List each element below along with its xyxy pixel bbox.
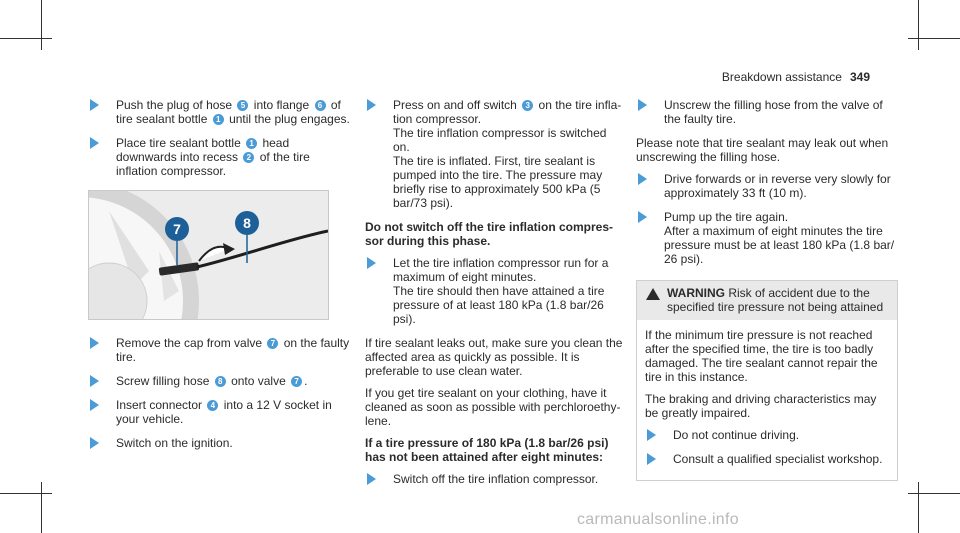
paragraph: The braking and driving characteristics may be greatly impaired. [645, 392, 877, 420]
instruction-step [645, 428, 889, 442]
crop-mark [0, 493, 52, 494]
tire-valve-drawing [89, 191, 328, 319]
step-arrow-icon [90, 437, 99, 449]
step-text: Let the tire inflation compressor run for a maximum of eight minutes. [393, 256, 609, 284]
step-text: Press on and off switch [393, 98, 517, 112]
step-arrow-icon [90, 137, 99, 149]
step-arrow-icon [367, 257, 376, 269]
step-text: into flange [253, 98, 310, 112]
column-2 [365, 98, 623, 496]
instruction-step [88, 336, 350, 364]
callout-number: 7 [267, 338, 278, 349]
step-text: Unscrew the filling hose from the valve of the faulty tire. [664, 98, 883, 126]
warning-title: WARNING [667, 286, 725, 300]
step-arrow-icon [90, 375, 99, 387]
step-arrow-icon [638, 173, 647, 185]
step-text: Switch off the tire inflation compressor. [393, 472, 599, 486]
warning-box [636, 280, 898, 481]
instruction-step [636, 172, 898, 200]
tire-valve-illustration [88, 190, 329, 320]
step-text: Place tire sealant bottle [116, 136, 241, 150]
warning-header [637, 281, 897, 320]
callout-number: 7 [291, 376, 302, 387]
paragraph: If tire sealant leaks out, make sure you clean the affected area as quickly as possible. It is preferable to use clean water. [365, 336, 623, 378]
step-text: of the tire inflation compressor. [116, 150, 310, 178]
section-title: Breakdown assistance [721, 70, 842, 84]
instruction-step [645, 452, 889, 466]
step-text: After a maximum of eight minutes the tire pressure must be at least 180 kPa (1.8 bar/ 26 psi). [664, 224, 895, 266]
step-text: Do not continue driving. [673, 428, 800, 442]
warning-body [637, 320, 897, 480]
step-arrow-icon [90, 99, 99, 111]
step-arrow-icon [367, 473, 376, 485]
step-text: The tire inflation compressor is switched on. [393, 126, 607, 154]
warning-title-text: Risk of accident due to the specified tire pressure not being attained [667, 286, 884, 314]
bold-note: If a tire pressure of 180 kPa (1.8 bar/26 psi) has not been attained after eight minutes: [365, 436, 609, 464]
crop-mark [918, 0, 919, 50]
paragraph: If you get tire sealant on your clothing, have it cleaned as soon as possible with perchloroethylene. [365, 386, 621, 428]
page-header [722, 70, 870, 84]
instruction-step [636, 210, 898, 266]
bold-note: Do not switch off the tire inflation compressor during this phase. [365, 220, 614, 248]
instruction-step [365, 472, 623, 486]
step-text: until the plug engages. [229, 112, 350, 126]
step-text: Consult a qualified specialist workshop. [673, 452, 883, 466]
instruction-step [365, 98, 623, 210]
step-text: on the faulty tire. [116, 336, 350, 364]
callout-number: 3 [522, 100, 533, 111]
crop-mark [41, 0, 42, 50]
callout-number: 4 [207, 400, 218, 411]
step-arrow-icon [90, 337, 99, 349]
step-text: into a 12 V socket in your vehicle. [116, 398, 332, 426]
instruction-step [88, 374, 350, 388]
step-text: head downwards into recess [116, 136, 290, 164]
page-number: 349 [849, 70, 870, 84]
step-arrow-icon [638, 99, 647, 111]
step-arrow-icon [90, 399, 99, 411]
step-arrow-icon [647, 429, 656, 441]
column-1 [88, 98, 350, 460]
step-arrow-icon [638, 211, 647, 223]
callout-number: 6 [315, 100, 326, 111]
column-3 [636, 98, 898, 481]
step-text: Screw filling hose [116, 374, 210, 388]
instruction-step [636, 98, 898, 126]
step-text: Drive forwards or in reverse very slowly for approximately 33 ft (10 m). [664, 172, 891, 200]
step-text: of tire sealant bottle [116, 98, 341, 126]
step-text: . [304, 374, 308, 388]
callout-number: 5 [237, 100, 248, 111]
paragraph: Please note that tire sealant may leak out when unscrewing the filling hose. [636, 136, 889, 164]
step-text: Remove the cap from valve [116, 336, 263, 350]
step-text: Pump up the tire again. [664, 210, 789, 224]
callout-number: 1 [213, 114, 224, 125]
instruction-step [88, 98, 350, 126]
paragraph: If the minimum tire pressure is not reached after the specified time, the tire is too badly damaged. The tire sealant cannot repair the tire in this instance. [645, 328, 878, 384]
instruction-step [88, 136, 350, 178]
callout-number: 1 [246, 138, 257, 149]
step-text: The tire is inflated. First, tire sealant is pumped into the tire. The pressure may briefly rise to approximately 500 kPa (5 bar/73 psi). [393, 154, 603, 210]
step-text: on the tire inflation compressor. [393, 98, 622, 126]
crop-mark [908, 493, 960, 494]
step-text: Push the plug of hose [116, 98, 233, 112]
crop-mark [908, 38, 960, 39]
step-text: Switch on the ignition. [116, 436, 233, 450]
step-arrow-icon [647, 453, 656, 465]
crop-mark [0, 38, 52, 39]
step-text: The tire should then have attained a tire pressure of at least 180 kPa (1.8 bar/26 psi). [393, 284, 605, 326]
callout-number: 2 [243, 152, 254, 163]
crop-mark [918, 482, 919, 533]
instruction-step [88, 436, 350, 450]
callout-8: 8 [243, 215, 251, 231]
crop-mark [41, 482, 42, 533]
warning-triangle-icon [646, 288, 660, 300]
callout-number: 8 [215, 376, 226, 387]
step-text: onto valve [231, 374, 286, 388]
instruction-step [365, 256, 623, 326]
instruction-step [88, 398, 350, 426]
step-arrow-icon [367, 99, 376, 111]
callout-7: 7 [173, 221, 181, 237]
watermark: carmanualsonline.info [577, 511, 739, 528]
step-text: Insert connector [116, 398, 203, 412]
